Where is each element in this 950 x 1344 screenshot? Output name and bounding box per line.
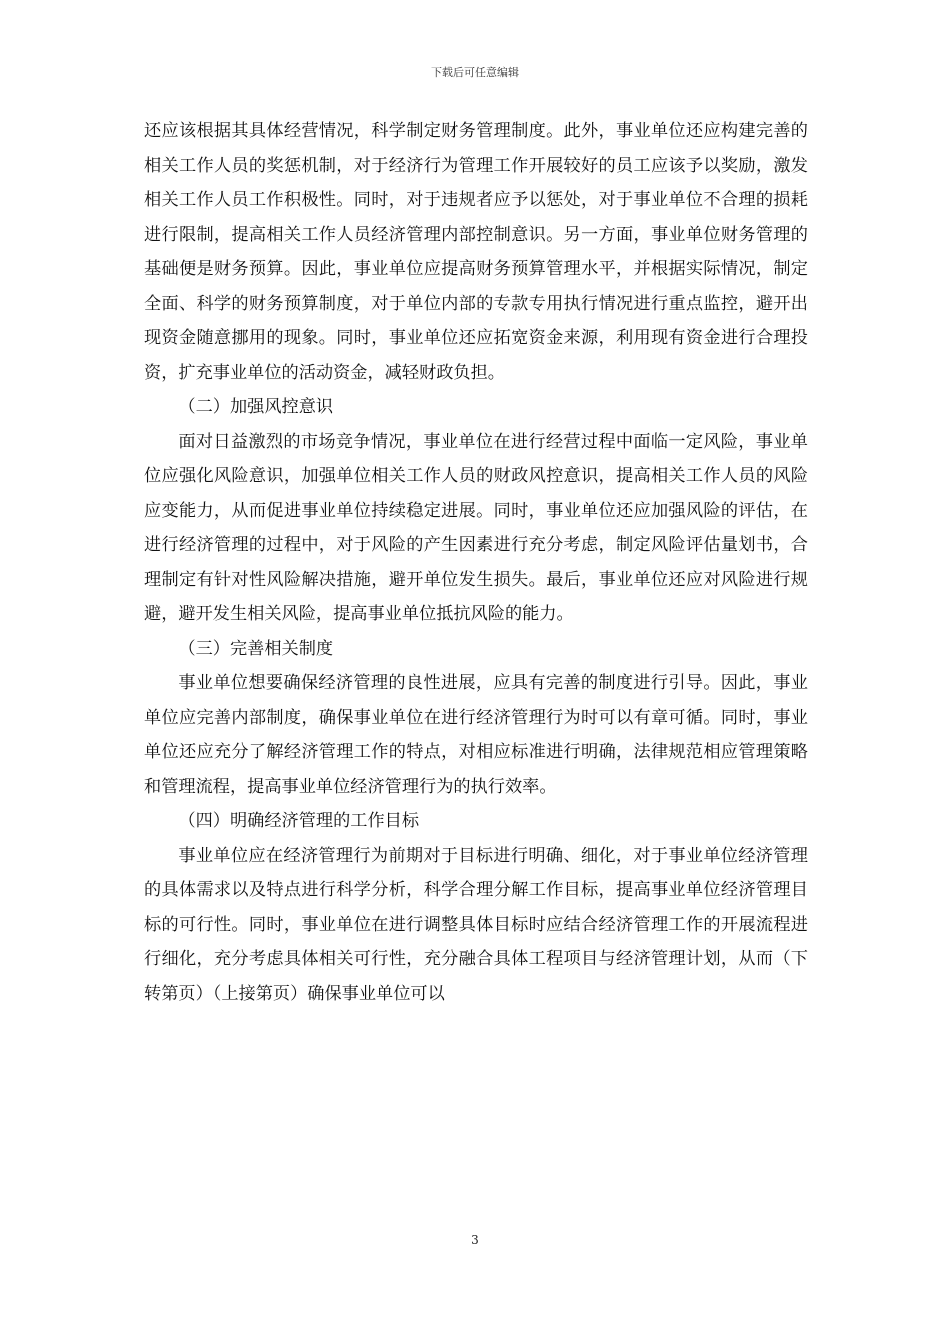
paragraph-risk-control: 面对日益激烈的市场竞争情况，事业单位在进行经营过程中面临一定风险，事业单位应强化风险意识，加强单位相关工作人员的财政风控意识，提高相关工作人员的风险应变能力，从而促进事业单位持续稳定进展。同时，事业单位还应加强风险的评估，在进行经济管理的过程中，对于风险的产生因素进行充分考虑，制定风险评估量划书，合理制定有针对性风险解决措施，避开单位发生损失。最后，事业单位还应对风险进行规避，避开发生相关风险，提高事业单位抵抗风险的能力。: [144, 431, 808, 624]
paragraph-work-goals: 事业单位应在经济管理行为前期对于目标进行明确、细化，对于事业单位经济管理的具体需求以及特点进行科学分析，科学合理分解工作目标，提高事业单位经济管理目标的可行性。同时，事业单位在进行调整具体目标时应结合经济管理工作的开展流程进行细化，充分考虑具体相关可行性，充分融合具体工程项目与经济管理计划，从而（下转第页）（上接第页）确保事业单位可以: [144, 845, 808, 1004]
document-body: [144, 114, 808, 1011]
section-heading-improve-systems: （三）完善相关制度: [178, 638, 334, 659]
paragraph-improve-systems: 事业单位想要确保经济管理的良性进展，应具有完善的制度进行引导。因此，事业单位应完善内部制度，确保事业单位在进行经济管理行为时可以有章可循。同时，事业单位还应充分了解经济管理工作的特点，对相应标准进行明确，法律规范相应管理策略和管理流程，提高事业单位经济管理行为的执行效率。: [144, 673, 808, 797]
page-number: 3: [471, 1233, 479, 1247]
section-heading-work-goals: （四）明确经济管理的工作目标: [178, 811, 420, 831]
section-heading-risk-control: （二）加强风控意识: [178, 397, 334, 417]
paragraph-financial-management: 还应该根据其具体经营情况，科学制定财务管理制度。此外，事业单位还应构建完善的相关工作人员的奖惩机制，对于经济行为管理工作开展较好的员工应该予以奖励，激发相关工作人员工作积极性。同时，对于违规者应予以惩处，对于事业单位不合理的损耗进行限制，提高相关工作人员经济管理内部控制意识。另一方面，事业单位财务管理的基础便是财务预算。因此，事业单位应提高财务预算管理水平，并根据实际情况，制定全面、科学的财务预算制度，对于单位内部的专款专用执行情况进行重点监控，避开出现资金随意挪用的现象。同时，事业单位还应拓宽资金来源，利用现有资金进行合理投资，扩充事业单位的活动资金，减轻财政负担。: [144, 121, 808, 383]
page-header: 下载后可任意编辑: [431, 66, 519, 79]
